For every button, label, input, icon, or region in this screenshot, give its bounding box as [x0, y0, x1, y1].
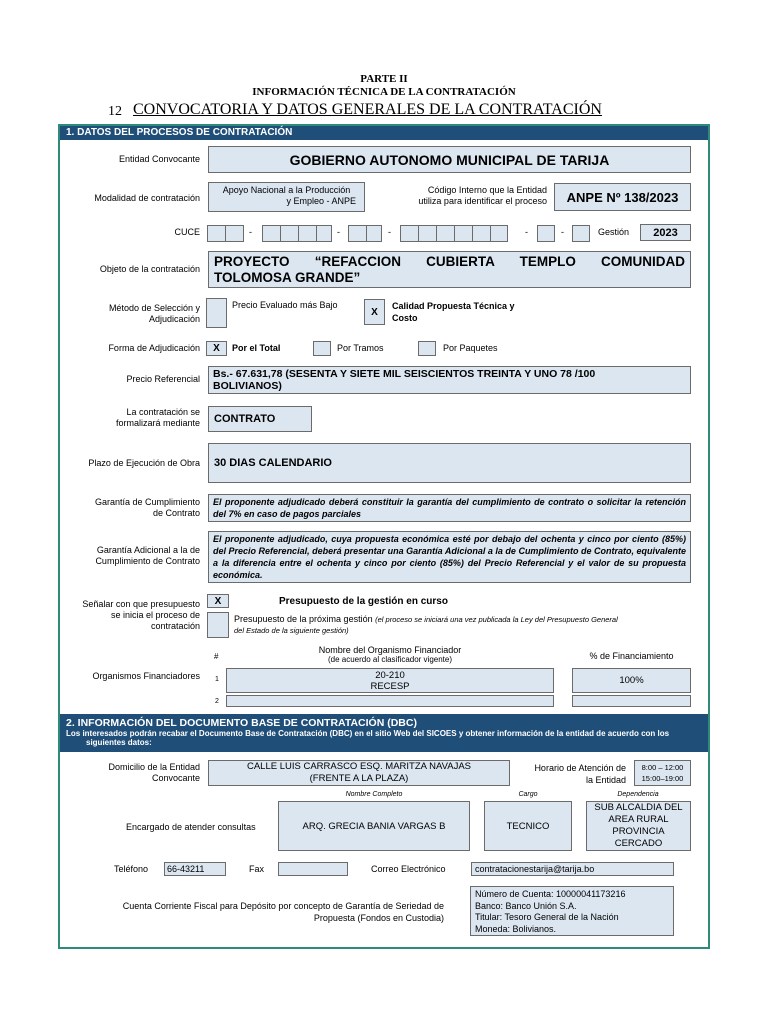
cuce-cell[interactable]	[348, 225, 367, 242]
formaliza-label	[62, 407, 200, 429]
cuce-cell[interactable]	[490, 225, 508, 242]
formaliza-text: CONTRATO	[214, 413, 276, 425]
codigo-label	[395, 185, 547, 207]
org-row-1-pct-text: 100%	[619, 675, 644, 686]
part-heading: PARTE II	[360, 73, 408, 85]
org-hash-header: #	[214, 652, 219, 661]
org-row-2-name	[226, 695, 554, 707]
garantia-text: El proponente adjudicado deberá constituir la garantía del cumplimiento de contrato o solicitar la retención del 7% en caso de pagos parciales	[213, 497, 686, 519]
presupuesto-opt2-note-line2: del Estado de la siguiente gestión)	[234, 626, 349, 635]
cuce-cell[interactable]	[400, 225, 419, 242]
cuenta-banco: Banco: Banco Unión S.A.	[475, 900, 577, 911]
cuce-separator: -	[525, 227, 528, 237]
cuce-separator: -	[388, 227, 391, 237]
entidad-text: GOBIERNO AUTONOMO MUNICIPAL DE TARIJA	[289, 151, 610, 168]
org-row-1-code: 20-210	[375, 670, 405, 681]
forma-check-mark: X	[213, 343, 220, 354]
cuce-cell[interactable]	[472, 225, 491, 242]
modalidad-value	[208, 182, 365, 212]
forma-checkbox-paquetes[interactable]	[418, 341, 436, 356]
codigo-text: ANPE Nº 138/2023	[566, 189, 679, 205]
codigo-value	[554, 183, 691, 211]
fax-label: Fax	[249, 864, 265, 874]
section2-title: 2. INFORMACIÓN DEL DOCUMENTO BASE DE CONTRATACIÓN (DBC)	[66, 717, 417, 729]
presupuesto-label	[62, 599, 200, 632]
org-col-name-line1: Nombre del Organismo Financiador	[318, 645, 462, 655]
garantia-label-line2: de Contrato	[152, 508, 200, 518]
presupuesto-opt2-label	[234, 614, 618, 636]
adicional-text: El proponente adjudicado, cuya propuesta económica esté por debajo del ochenta y cinco por ciento (85%) del Precio Referencial, deberá presentar una Garantía Adicional a la de Cumplimiento de Contrato, equivalente a la diferencia entre el ochenta y cinco por ciento (85%) del Precio Referencial y el valor de su propuesta económica.	[213, 534, 686, 580]
metodo-opt1-label: Precio Evaluado más Bajo	[232, 300, 338, 310]
encargado-nombre-text: ARQ. GRECIA BANIA VARGAS B	[302, 820, 446, 832]
cuce-cell[interactable]	[316, 225, 332, 242]
section2-subtitle: Los interesados podrán recabar el Documento Base de Contratación (DBC) en el sitio Web del SICOES y obtener información de la entidad de acuerdo con los siguientes datos:	[66, 729, 670, 747]
modalidad-label: Modalidad de contratación	[94, 193, 200, 203]
plazo-value	[208, 443, 691, 483]
fax-value	[278, 862, 348, 876]
org-label: Organismos Financiadores	[92, 671, 200, 681]
objeto-line2: TOLOMOSA GRANDE”	[214, 270, 361, 285]
org-row-2-number: 2	[215, 698, 219, 705]
col-cargo-header: Cargo	[518, 791, 538, 798]
cuce-separator: -	[337, 227, 340, 237]
domicilio-line2: (FRENTE A LA PLAZA)	[309, 773, 409, 784]
precio-line1: Bs.- 67.631,78 (SESENTA Y SIETE MIL SEISCIENTOS TREINTA Y UNO 78 /100	[213, 368, 596, 380]
plazo-text: 30 DIAS CALENDARIO	[214, 457, 332, 469]
presupuesto-check-mark: X	[214, 595, 222, 607]
col-dependencia-header: Dependencia	[617, 791, 659, 798]
codigo-label-line1: Código Interno que la Entidad	[427, 185, 547, 195]
cuce-cell[interactable]	[436, 225, 455, 242]
encargado-cargo-text: TECNICO	[506, 820, 550, 832]
section2-header	[60, 714, 708, 752]
presupuesto-label-line1: Señalar con que presupuesto	[82, 599, 200, 609]
correo-label: Correo Electrónico	[371, 864, 446, 874]
domicilio-label-line1: Domicilio de la Entidad	[108, 762, 200, 772]
metodo-label-line2: Adjudicación	[148, 314, 200, 324]
domicilio-label	[62, 762, 200, 784]
cuce-cell[interactable]	[262, 225, 281, 242]
entidad-value	[208, 146, 691, 173]
horario-label	[512, 762, 626, 786]
horario-label-line1: Horario de Atención de	[534, 763, 626, 773]
org-row-1-number: 1	[215, 676, 219, 683]
metodo-label-line1: Método de Selección y	[108, 303, 200, 313]
forma-checkbox-tramos[interactable]	[313, 341, 331, 356]
presupuesto-opt2-text: Presupuesto de la próxima gestión	[234, 614, 373, 624]
presupuesto-checkbox-curso[interactable]	[207, 594, 229, 608]
forma-opt1-label: Por el Total	[232, 343, 281, 353]
cuce-separator: -	[249, 227, 252, 237]
horario-value	[634, 760, 691, 786]
org-row-1-pct	[572, 668, 691, 693]
domicilio-label-line2: Convocante	[151, 773, 200, 783]
cuenta-numero: Número de Cuenta: 10000041173216	[475, 889, 626, 899]
presupuesto-label-line2: se inicia el proceso de	[110, 610, 200, 620]
org-col-name-header	[270, 645, 510, 665]
cuce-label: CUCE	[174, 227, 200, 237]
org-row-1-text: RECESP	[370, 681, 410, 692]
gestion-label: Gestión	[598, 227, 630, 237]
part-subtitle: INFORMACIÓN TÉCNICA DE LA CONTRATACIÓN	[252, 86, 516, 98]
cuenta-label-line2: Propuesta (Fondos en Custodia)	[313, 913, 444, 923]
cuce-cell[interactable]	[454, 225, 473, 242]
metodo-opt2-line1: Calidad Propuesta Técnica y	[392, 301, 515, 311]
formaliza-label-line2: formalizará mediante	[115, 418, 200, 428]
horario-line2: 15:00–19:00	[641, 774, 684, 783]
gestion-value	[640, 224, 691, 241]
plazo-label: Plazo de Ejecución de Obra	[88, 458, 200, 468]
objeto-label: Objeto de la contratación	[99, 264, 200, 274]
presupuesto-opt2-note: (el proceso se iniciará una vez publicada la Ley del Presupuesto General	[375, 615, 618, 624]
metodo-opt2-label	[392, 300, 515, 324]
section1-title: 1. DATOS DEL PROCESOS DE CONTRATACIÓN	[66, 127, 293, 138]
formaliza-value	[208, 406, 312, 432]
correo-text: contratacionestarija@tarija.bo	[475, 864, 595, 874]
section-number: 12	[108, 104, 122, 119]
metodo-checkbox-calidad[interactable]	[364, 299, 385, 325]
adicional-label-line1: Garantía Adicional a la de	[96, 545, 200, 555]
encargado-dependencia-text: SUB ALCALDIA DEL AREA RURAL PROVINCIA CERCADO	[594, 802, 683, 849]
cuce-cell[interactable]	[418, 225, 437, 242]
garantia-value	[208, 494, 691, 522]
section1-header	[60, 126, 708, 140]
cuce-cell[interactable]	[225, 225, 244, 242]
adicional-label	[62, 545, 200, 567]
garantia-label-line1: Garantía de Cumplimiento	[94, 497, 200, 507]
modalidad-line1: Apoyo Nacional a la Producción	[222, 185, 351, 195]
adicional-label-line2: Cumplimiento de Contrato	[95, 556, 200, 566]
org-col-pct-header: % de Financiamiento	[589, 651, 674, 661]
telefono-value	[164, 862, 226, 876]
encargado-label: Encargado de atender consultas	[126, 822, 256, 832]
telefono-text: 66-43211	[167, 864, 205, 874]
org-row-1-name	[226, 668, 554, 693]
encargado-nombre	[278, 801, 470, 851]
metodo-check-mark: X	[371, 306, 378, 318]
encargado-cargo	[484, 801, 572, 851]
telefono-label: Teléfono	[114, 864, 149, 874]
cuce-cell[interactable]	[572, 225, 590, 242]
cuce-cell[interactable]	[366, 225, 382, 242]
domicilio-line1: CALLE LUIS CARRASCO ESQ. MARITZA NAVAJAS	[246, 761, 471, 772]
cuenta-label	[80, 900, 444, 924]
presupuesto-checkbox-proxima[interactable]	[207, 612, 229, 638]
forma-opt2-label: Por Tramos	[337, 343, 384, 353]
correo-value	[471, 862, 674, 876]
formaliza-label-line1: La contratación se	[126, 407, 200, 417]
forma-label: Forma de Adjudicación	[108, 343, 200, 353]
cuenta-moneda: Moneda: Bolivianos.	[475, 923, 557, 934]
modalidad-line2: y Empleo - ANPE	[286, 196, 356, 206]
forma-opt3-label: Por Paquetes	[443, 343, 498, 353]
page-title: CONVOCATORIA Y DATOS GENERALES DE LA CONTRATACIÓN	[133, 101, 602, 118]
cuce-cell[interactable]	[280, 225, 299, 242]
org-row-2-pct	[572, 695, 691, 707]
codigo-label-line2: utiliza para identificar el proceso	[418, 196, 547, 206]
encargado-dependencia	[586, 801, 691, 851]
adicional-value	[208, 531, 691, 583]
metodo-checkbox-precio[interactable]	[206, 298, 227, 328]
metodo-label	[62, 303, 200, 325]
forma-checkbox-total[interactable]	[206, 341, 227, 356]
horario-line1: 8:00 – 12:00	[641, 763, 684, 772]
cuce-cell[interactable]	[537, 225, 555, 242]
objeto-value	[208, 251, 691, 288]
cuenta-value	[470, 886, 674, 936]
org-col-name-line2: (de acuerdo al clasificador vigente)	[327, 655, 453, 664]
entidad-label: Entidad Convocante	[118, 154, 200, 164]
cuce-separator: -	[561, 227, 564, 237]
precio-line2: BOLIVIANOS)	[213, 380, 282, 392]
cuenta-label-line1: Cuenta Corriente Fiscal para Depósito por concepto de Garantía de Seriedad de	[122, 901, 444, 911]
metodo-opt2-line2: Costo	[392, 313, 418, 323]
domicilio-value	[208, 760, 510, 786]
cuenta-titular: Titular: Tesoro General de la Nación	[475, 912, 619, 922]
precio-label: Precio Referencial	[126, 374, 200, 384]
gestion-text: 2023	[653, 226, 678, 239]
garantia-label	[62, 497, 200, 519]
cuce-cell[interactable]	[207, 225, 226, 242]
cuce-cell[interactable]	[298, 225, 317, 242]
horario-label-line2: la Entidad	[585, 775, 626, 785]
presupuesto-opt1-label: Presupuesto de la gestión en curso	[279, 596, 448, 607]
objeto-line1: PROYECTO “REFACCION CUBIERTA TEMPLO COMUNIDAD	[214, 254, 685, 269]
col-nombre-header: Nombre Completo	[345, 791, 403, 798]
precio-value	[208, 366, 691, 394]
presupuesto-label-line3: contratación	[150, 621, 200, 631]
